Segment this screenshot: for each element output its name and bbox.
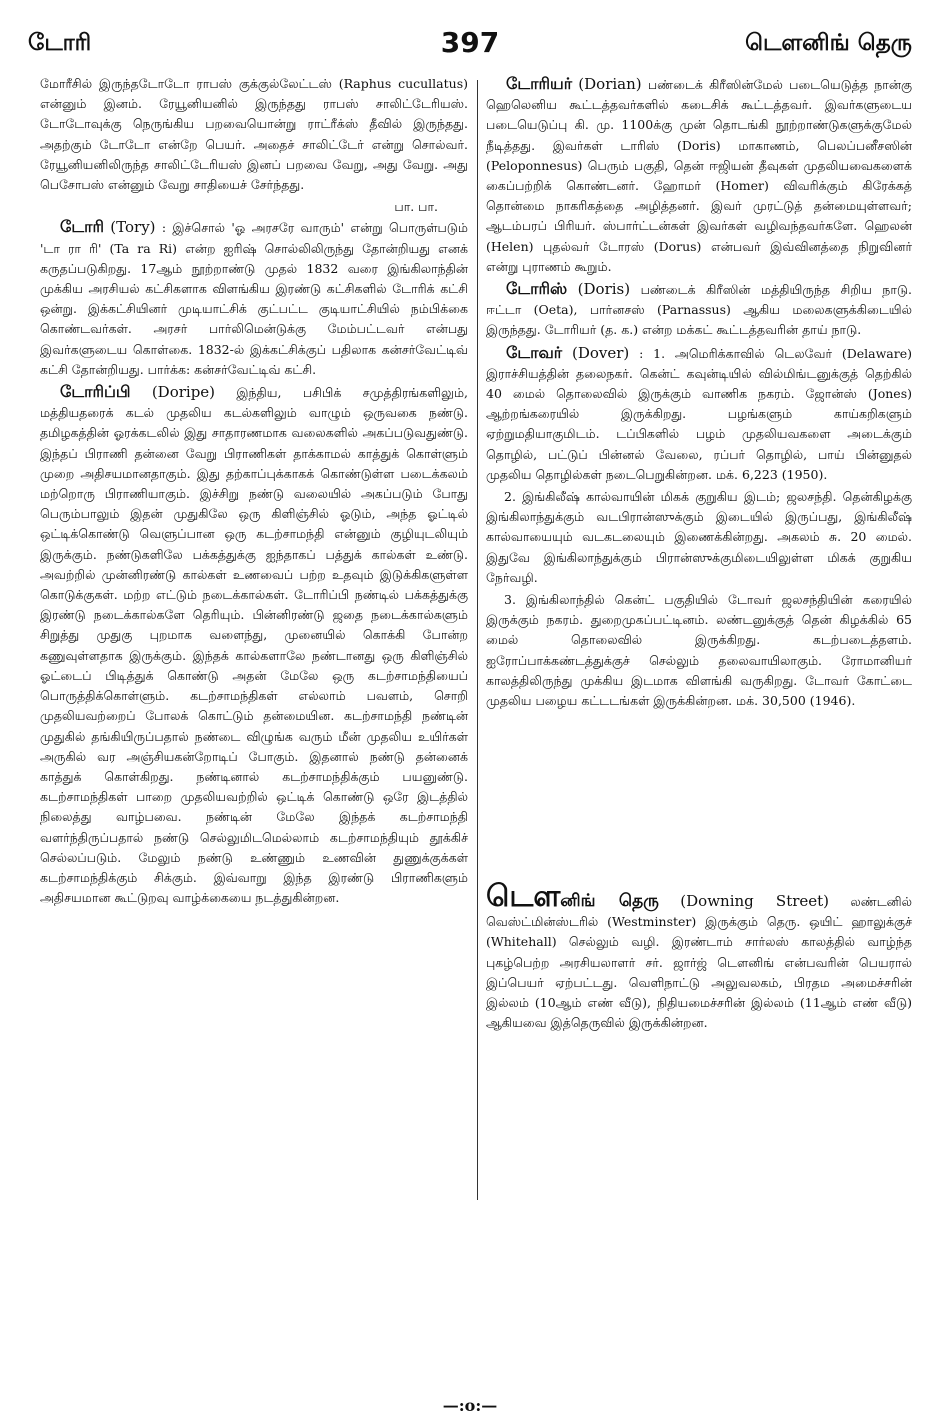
entry-doris	[486, 279, 912, 341]
right-column	[486, 74, 912, 713]
entry-tory	[40, 217, 468, 380]
page-number: 397	[440, 26, 500, 59]
entry-title-downing-initial: டௌ	[486, 879, 561, 914]
entry-dorian	[486, 74, 912, 277]
header-left-keyword: டோரி	[28, 30, 92, 56]
entry-latin-downing: (Downing Street)	[680, 892, 830, 910]
dodo-continuation: மோரீசில் இருந்தடோடோ ராபஸ் குக்குல்லேட்டஸ் (Raphus cucullatus) என்னும் இனம். ரேயூனியனில் இருந்தது ராபஸ் சாலிட்டேரியஸ். டோடோவுக்கு நெருங்கிய பறவையொன்று ராட்ரீக்ஸ் தீவில் இருந்தது. அதற்கும் டோடோ என்றே பெயர். அதைச் சாலிட்டேர் என்று சொல்வர். ரேயூனியனிலிருந்த சாலிட்டேரியஸ் இனப் பறவை வேறு, அது வேறு. அது பெசோபஸ் என்னும் வேறு சாதியைச் சேர்ந்தது.	[40, 76, 468, 193]
page-header	[28, 26, 912, 66]
page-end-mark: —:o:—	[442, 1396, 498, 1415]
entry-title-tory: டோரி	[60, 217, 104, 237]
entry-body-dorian: பண்டைக் கிரீஸின்மேல் படையெடுத்த நான்கு ஹெலெனிய கூட்டத்தவர்களில் கடைசிக் கூட்டத்தவர். இவர்களுடைய படையெடுப்பு கி. மு. 1100க்கு முன் தொடங்கி நூற்றாண்டுகளுக்குமேல் நீடித்தது. இவர்கள் டாரிஸ் (Doris) மாகாணம், பெலப்பனீசஸின் (Peloponnesus) பெரும் பகுதி, தென் ஈஜியன் தீவுகள் முதலியவைகளைக் கைப்பற்றிக் கொண்டனர். ஹோமர் (Homer) விவரிக்கும் கிரேக்கத் தொன்மை நாகரிகத்தை அழித்தனர். இவர் முரட்டுத் தன்மையுள்ளவர்; ஆடம்பரப் பிரியர். ஸ்பார்ட்டன்கள் இவர்கள் வழிவந்தவர்களே. ஹெலன் (Helen) புதல்வர் டோரஸ் (Dorus) என்பவர் இவ்வினத்தை நிறுவினர் என்று புராணம் கூறும்.	[486, 77, 912, 274]
entry-latin-doripe: (Doripe)	[151, 383, 216, 402]
entry-title-doripe: டோரிப்பி	[60, 382, 131, 402]
entry-body-doripe: இந்திய, பசிபிக் சமுத்திரங்களிலும், மத்தியதரைக் கடல் முதலிய கடல்களிலும் வாழும் ஒருவகை நண்டு. தமிழகத்தின் ஓரக்கடலில் இது சாதாரணமாக வலைகளில் அகப்படுவதுண்டு. இந்தப் பிராணி தன்னை வேறு பிராணிகள் தாக்காமல் காத்துக் கொள்ளும் முறை அதிசயமானதாகும். இது தற்காப்புக்காகக் கொண்டுள்ள படைக்கலம் மற்றொரு பிராணியாகும். இச்சிறு நண்டு வலையில் அகப்படும் போது பெரும்பாலும் இதன் முதுகிலே ஒரு கிளிஞ்சில் ஓடும், அந்த ஓட்டில் ஒட்டிக்கொண்டு வெளுப்பான ஒரு கடற்சாமந்தி என்னும் குழியுடலியும் இருக்கும். நண்டுகளிலே பக்கத்துக்கு ஐந்தாகப் பத்துக் கால்கள் உண்டு. அவற்றில் முன்னிரண்டு கால்கள் உணவைப் பற்ற உதவும் இடுக்கிகளுள்ள கொடுக்குகள். மற்ற எட்டும் நடைக்கால்கள். டோரிப்பி நண்டில் பக்கத்துக்கு இரண்டு நடைக்கால்களே தெரியும். பின்னிரண்டு ஜதை நடைக்கால்களும் சிறுத்து முதுகு புறமாக வளைந்து, முனையில் கொக்கி போன்ற கணுவுள்ளதாக இருக்கும். இந்தக் கால்களாலே நண்டானது ஒரு கிளிஞ்சில் ஓட்டைப் பிடித்துக் கொண்டு அதன் மேலே ஒரு கடற்சாமந்தியைப் பொருத்திக்கொள்ளும். கடற்சாமந்திகள் எல்லாம் பவளம், சொறி முதலியவற்றைப் போலக் கொட்டும் தன்மையின. கடற்சாமந்தி நண்டின் முதுகில் தங்கியிருப்பதால் நண்டை விழுங்க வரும் மீன் முதலிய உயிர்கள் அருகில் வர அஞ்சியகன்றோடிப் போகும். இதனால் நண்டு தன்னைக் காத்துக் கொள்கிறது. நண்டினால் கடற்சாமந்திக்கும் பயனுண்டு. கடற்சாமந்திகள் பாறை முதலியவற்றில் ஒட்டிக் கொண்டு ஒரே இடத்தில் நிலைத்து வாழ்பவை. நண்டின் மேலே இந்தக் கடற்சாமந்தி வளர்ந்திருப்பதால் நண்டு செல்லுமிடமெல்லாம் கடற்சாமந்தியும் தூக்கிச் செல்லப்படும். மேலும் நண்டு உண்ணும் உணவின் துணுக்குக்கள் கடற்சாமந்திக்கும் சிக்கும். இவ்வாறு இந்த இரண்டு பிராணிகளும் அதிசயமான கூட்டுறவு வாழ்க்கையை நடத்துகின்றன.	[40, 385, 468, 906]
entry-title-dover: டோவர்	[506, 342, 563, 362]
header-right-keyword: டௌனிங் தெரு	[745, 30, 912, 56]
entry-body-tory: : இச்சொல் 'ஓ அரசரே வாரும்' என்று பொருள்படும் 'டா ரா ரி' (Ta ra Ri) என்ற ஐரிஷ் சொல்லிலிருந்து தோன்றியது எனக் கருதப்படுகிறது. 17ஆம் நூற்றாண்டு முதல் 1832 வரை இங்கிலாந்தின் முக்கிய அரசியல் கட்சிகளாக விளங்கிய இரண்டு கட்சிகளில் டோரிக் கட்சி ஒன்று. இக்கட்சியினர் முடியாட்சிக் குட்பட்ட குடியாட்சியில் நம்பிக்கை கொண்டவர்கள். அரசர் பார்லிமென்டுக்கு மேம்பட்டவர் என்பது இவர்களுடைய கொள்கை. 1832-ல் இக்கட்சிக்குப் பதிலாக கன்சர்வேட்டிவ் கட்சி தோன்றியது. பார்க்க: கன்சர்வேட்டிவ் கட்சி.	[40, 220, 468, 377]
entry-title-doris: டோரிஸ்	[506, 279, 568, 299]
author-initials: பா. பா.	[394, 199, 438, 215]
entry-dover	[486, 343, 912, 485]
entry-dover-sense-3: 3. இங்கிலாந்தில் கென்ட் பகுதியில் டோவர் ஜலசந்தியின் கரையில் இருக்கும் நகரம். துறைமுகப்பட்டினம். லண்டனுக்குத் தென் கிழக்கில் 65 மைல் தொலைவில் இருக்கிறது. கடற்படைத்தளம். ஐரோப்பாக்கண்டத்துக்குச் செல்லும் தலைவாயிலாகும். ரோமானியர் காலத்திலிருந்து முக்கிய இடமாக விளங்கி வருகிறது. டோவர் கோட்டை முதலிய பழைய கட்டடங்கள் இருக்கின்றன. மக். 30,500 (1946).	[486, 592, 912, 709]
entry-body-doris: பண்டைக் கிரீஸின் மத்தியிருந்த சிறிய நாடு. ஈட்டா (Oeta), பார்னசஸ் (Parnassus) ஆகிய மலைகளுக்கிடையில் இருந்தது. டோரியர் (த. க.) என்ற மக்கட் கூட்டத்தவரின் தாய் நாடு.	[486, 282, 912, 338]
entry-latin-tory: (Tory)	[110, 218, 156, 237]
entry-latin-doris: (Doris)	[577, 280, 631, 299]
left-column	[40, 74, 468, 910]
entry-dover-sense-2: 2. இங்கிலீஷ் கால்வாயின் மிகக் குறுகிய இடம்; ஜலசந்தி. தென்கிழக்கு இங்கிலாந்துக்கும் வடபிரான்ஸுக்கும் இடையில் இருப்பது, இங்கிலீஷ் கால்வாயையும் வடகடலையும் இணைக்கின்றது. அகலம் சு. 20 மைல். இதுவே இங்கிலாந்துக்கும் பிரான்ஸுக்குமிடையிலுள்ள மிகக் குறுகிய நேர்வழி.	[486, 489, 912, 585]
entry-downing-street	[486, 879, 912, 1033]
entry-doripe	[40, 382, 468, 908]
column-divider	[477, 80, 478, 1200]
entry-body-dover: : 1. அமெரிக்காவில் டெலவேர் (Delaware) இராச்சியத்தின் தலைநகர். கென்ட் கவுன்டியில் வில்மிங்டனுக்குத் தெற்கில் 40 மைல் தொலைவில் இருக்கும் வாணிக நகரம். ஜோன்ஸ் (Jones) ஆற்றங்கரையில் இருக்கிறது. பழங்களும் காய்கறிகளும் ஏற்றுமதியாகுமிடம். டப்பிகளில் பழம் முதலியவகளை அடைக்கும் தொழில், பட்டுப் பின்னல் வேலை, ரப்பர் தொழில், பாய் பின்னுதல் முதலிய தொழில்கள் நடைபெறுகின்றன. மக். 6,223 (1950).	[486, 345, 912, 482]
entry-latin-dorian: (Dorian)	[578, 75, 642, 93]
entry-title-downing-rest: னிங் தெரு	[560, 891, 659, 911]
entry-title-dorian: டோரியர்	[506, 74, 573, 93]
entry-body-downing: லண்டனில் வெஸ்ட்மின்ஸ்டரில் (Westminster) இருக்கும் தெரு. ஒயிட் ஹாலுக்குச் (Whitehall) செல்லும் வழி. இரண்டாம் சார்லஸ் காலத்தில் வாழ்ந்த புகழ்பெற்ற அரசியலாளர் சர். ஜார்ஜ் டௌனிங் என்பவரின் பெயரால் இப்பெயர் ஏற்பட்டது. வெளிநாட்டு அலுவலகம், பிரதம அமைச்சரின் இல்லம் (10ஆம் எண் வீடு), நிதியமைச்சரின் இல்லம் (11ஆம் எண் வீடு) ஆகியவை இத்தெருவில் இருக்கின்றன.	[486, 894, 912, 1031]
entry-latin-dover: (Dover)	[571, 343, 630, 362]
